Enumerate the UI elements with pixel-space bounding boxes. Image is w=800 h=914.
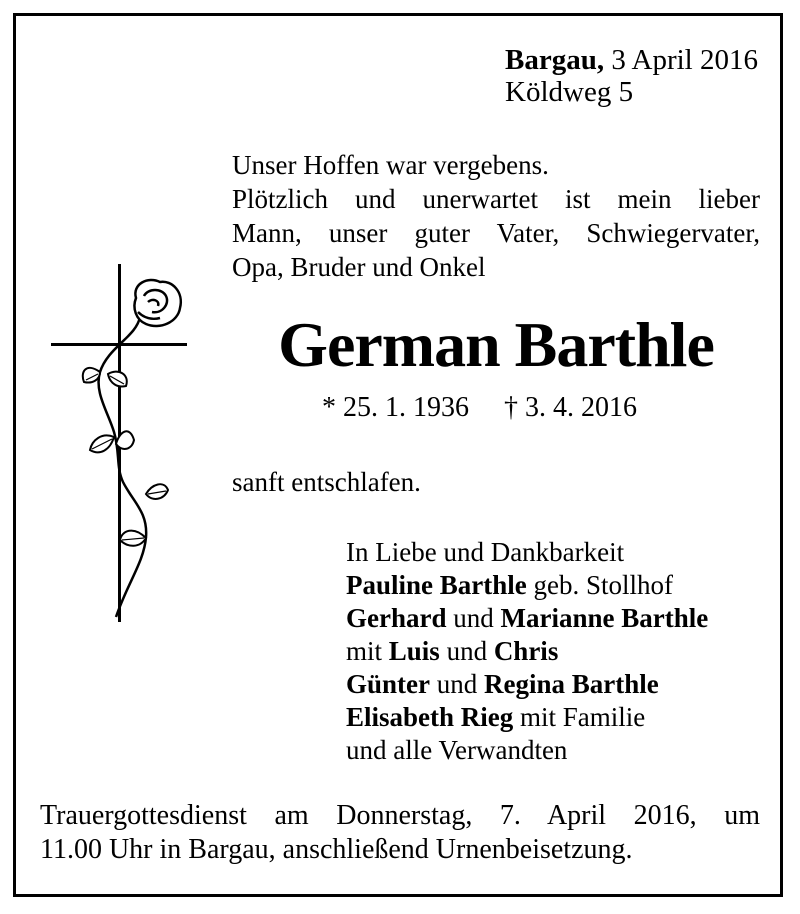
family-line-1: In Liebe und Dankbarkeit	[346, 537, 625, 567]
life-dates: * 25. 1. 1936 † 3. 4. 2016	[322, 392, 637, 423]
family-name: Regina Barthle	[484, 669, 659, 699]
family-line-3	[346, 602, 708, 635]
family-name: Pauline Barthle	[346, 570, 527, 600]
family-line-2	[346, 569, 708, 602]
family-name: Marianne Barthle	[500, 603, 709, 633]
family-line-5	[346, 668, 708, 701]
family-text: geb. Stollhof	[526, 570, 673, 600]
intro-line-4: Opa, Bruder und Onkel	[232, 252, 486, 282]
family-line-6	[346, 701, 708, 734]
family-name: Luis	[388, 636, 440, 666]
closing-text: sanft entschlafen.	[232, 467, 421, 497]
family-text: und	[430, 669, 484, 699]
service-info	[40, 799, 760, 867]
location-block	[505, 44, 758, 108]
family-signatures	[346, 536, 708, 767]
intro-line-3: Mann, unser guter Vater, Schwiegervater,	[232, 218, 760, 248]
intro-line-2: Plötzlich und unerwartet ist mein lieber	[232, 184, 760, 214]
family-text: und	[439, 636, 494, 666]
deceased-name: German Barthle	[278, 309, 714, 380]
notice-date: 3 April 2016	[611, 44, 758, 76]
place-name: Bargau,	[505, 44, 605, 76]
family-text: und	[446, 603, 501, 633]
family-line-7: und alle Verwandten	[346, 735, 568, 765]
family-text: mit Familie	[513, 702, 646, 732]
intro-line-1: Unser Hoffen war vergebens.	[232, 150, 549, 180]
service-line-1: Trauergottesdienst am Donnerstag, 7. April 2016, um	[40, 800, 760, 831]
family-text: mit	[346, 636, 389, 666]
family-line-4	[346, 635, 708, 668]
family-name: Chris	[493, 636, 559, 666]
service-line-2: 11.00 Uhr in Bargau, anschließend Urnenbeisetzung.	[40, 834, 633, 865]
cross-with-rose-icon	[48, 262, 193, 627]
intro-text	[232, 148, 760, 284]
family-name: Günter	[346, 669, 430, 699]
family-name: Elisabeth Rieg	[346, 702, 514, 732]
family-name: Gerhard	[346, 603, 447, 633]
street-address: Köldweg 5	[505, 76, 634, 108]
